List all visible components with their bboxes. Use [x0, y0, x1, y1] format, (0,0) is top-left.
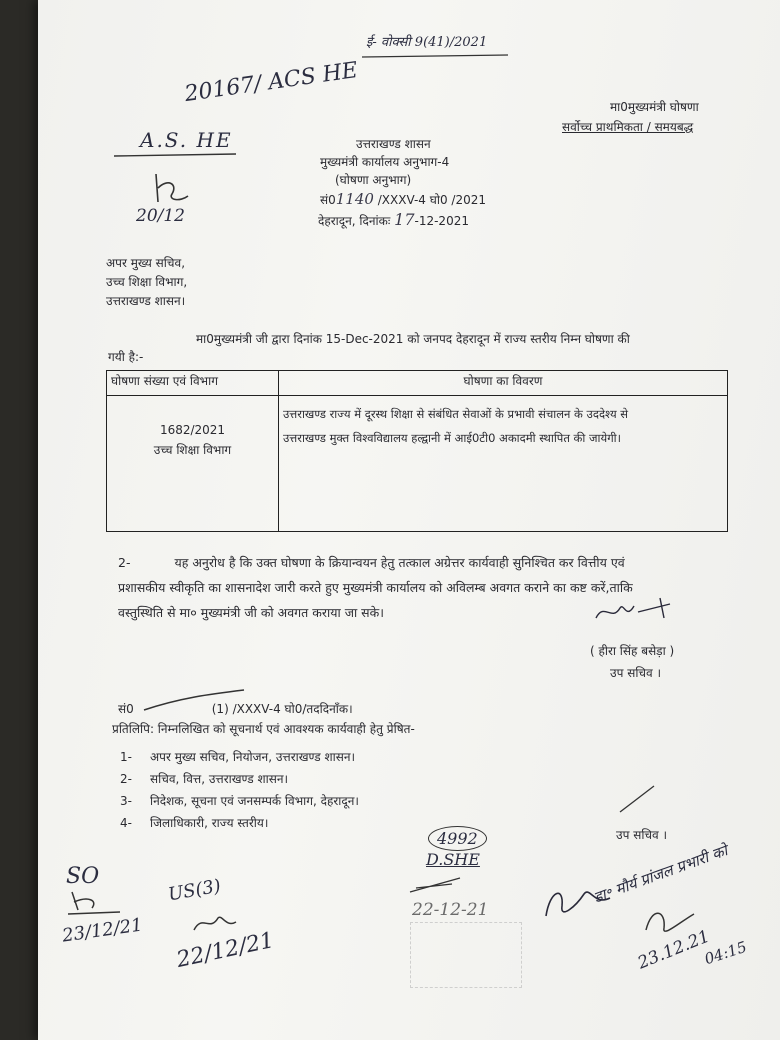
tag-cm-announcement: मा0मुख्यमंत्री घोषणा: [610, 100, 699, 114]
reference-number: [320, 190, 486, 208]
copy-item-text: निदेशक, सूचना एवं जनसम्पर्क विभाग, देहरादून।: [150, 794, 359, 808]
signature: [590, 592, 690, 632]
detail-line2: उत्तराखण्ड मुक्त विश्वविद्यालय हल्द्वानी में आई0टी0 अकादमी स्थापित की जायेगी।: [283, 431, 622, 445]
copy-item-text: अपर मुख्य सचिव, नियोजन, उत्तराखण्ड शासन।: [150, 750, 356, 764]
copy-item: [120, 814, 268, 831]
addressee-line2: उच्च शिक्षा विभाग,: [106, 275, 188, 289]
copy-designation: उप सचिव ।: [616, 828, 668, 842]
para2-text1: यह अनुरोध है कि उक्त घोषणा के क्रियान्वयन हेतु तत्काल अग्रेत्तर कार्यवाही सुनिश्चित कर वित्तीय एवं: [174, 555, 625, 570]
copy-item-text: सचिव, वित्त, उत्तराखण्ड शासन।: [150, 772, 289, 786]
handwritten-us: US(3): [166, 875, 223, 906]
copy-item-num: 3-: [120, 794, 132, 808]
copy-item-num: 2-: [120, 772, 132, 786]
tag-priority: सर्वोच्च प्राथमिकता / समयबद्ध: [562, 120, 694, 134]
handwritten-top-ref: ई- वोक्सी 9(41)/2021: [366, 35, 488, 50]
signatory-name: ( हीरा सिंह बसेड़ा ): [590, 644, 675, 658]
initial-signature: [64, 888, 124, 918]
ref-prefix: सं0: [320, 193, 336, 207]
initial-signature: [190, 910, 240, 936]
initial-signature: [150, 168, 194, 210]
copy-ref-rest: (1) /XXXV-4 घो0/तददिनाँक।: [211, 702, 353, 716]
handwritten-forward-note: डा॰ मौर्य प्रांजल प्रभारी को: [591, 841, 730, 907]
table-header-row: [107, 371, 728, 396]
pen-stroke: [616, 782, 660, 816]
intro-line2: गयी है:-: [108, 350, 144, 364]
copy-intro: प्रतिलिपि: निम्नलिखित को सूचनार्थ एवं आवश्यक कार्यवाही हेतु प्रेषित-: [112, 722, 415, 736]
copy-item-num: 4-: [120, 816, 132, 830]
handwritten-date-received: 22-12-21: [412, 900, 489, 920]
handwritten-so: SO: [66, 864, 100, 889]
pen-stroke: [406, 874, 466, 896]
underline-mark: [360, 52, 512, 60]
faded-stamp: [410, 922, 522, 988]
announcement-table: [106, 370, 728, 532]
col-header-number-dept: घोषणा संख्या एवं विभाग: [107, 371, 279, 396]
cell-number-dept: [107, 396, 279, 532]
handwritten-date: 20/12: [136, 206, 185, 226]
detail-line1: उत्तराखण्ड राज्य में दूरस्थ शिक्षा से संबंधित सेवाओं के प्रभावी संचालन के उददेश्य से: [283, 407, 629, 421]
copy-item-text: जिलाधिकारी, राज्य स्तरीय।: [150, 816, 269, 830]
handwritten-received-no: 4992: [428, 826, 487, 851]
handwritten-as-he: A.S. HE: [140, 128, 233, 152]
para2-line3: वस्तुस्थिति से मा० मुख्यमंत्री जी को अवगत कराया जा सके।: [118, 605, 384, 620]
pen-stroke: [140, 688, 250, 714]
announcement-number: 1682/2021: [159, 423, 226, 437]
letter-date: [318, 210, 469, 229]
copy-ref-prefix: सं0: [118, 702, 134, 716]
handwritten-diary-no: 20167/ ACS HE: [183, 57, 360, 108]
table-row: [107, 396, 728, 532]
ref-suffix: /XXXV-4 घो0 /2021: [377, 193, 486, 207]
org-line2: मुख्यमंत्री कार्यालय अनुभाग-4: [320, 155, 450, 169]
date-handwritten: 17: [394, 210, 415, 229]
addressee-line1: अपर मुख्य सचिव,: [106, 256, 186, 270]
signatory-designation: उप सचिव ।: [610, 666, 662, 680]
handwritten-time: 04:15: [702, 937, 749, 969]
date-prefix: देहरादून, दिनांकः: [318, 214, 391, 228]
col-header-detail: घोषणा का विवरण: [279, 371, 728, 396]
handwritten-us-date: 22/12/21: [174, 928, 277, 973]
handwritten-dshe: D.SHE: [426, 850, 480, 869]
para2-line2: प्रशासकीय स्वीकृति का शासनादेश जारी करते हुए मुख्यमंत्री कार्यालय को अविलम्ब अवगत कराने का कष्ट करें,ताकि: [118, 580, 633, 595]
org-line3: (घोषणा अनुभाग): [335, 173, 412, 187]
addressee-line3: उत्तराखण्ड शासन।: [106, 294, 186, 308]
handwritten-date-forward: 23.12.21: [635, 926, 713, 974]
copy-item-num: 1-: [120, 750, 132, 764]
copy-item: [120, 748, 355, 765]
ref-handwritten: 1140: [335, 190, 374, 208]
date-suffix: -12-2021: [414, 214, 469, 228]
copy-item: [120, 770, 288, 787]
copy-item: [120, 792, 359, 809]
cell-detail: [279, 396, 728, 532]
para2-number: 2-: [118, 555, 131, 570]
handwritten-so-date: 23/12/21: [60, 914, 144, 947]
org-line1: उत्तराखण्ड शासन: [356, 137, 431, 151]
para2-line1: [118, 550, 718, 575]
intro-line1: मा0मुख्यमंत्री जी द्वारा दिनांक 15-Dec-2021 को जनपद देहरादून में राज्य स्तरीय निम्न घोषणा की: [196, 332, 630, 346]
announcement-department: उच्च शिक्षा विभाग: [153, 443, 232, 457]
underline-mark: [112, 148, 242, 162]
